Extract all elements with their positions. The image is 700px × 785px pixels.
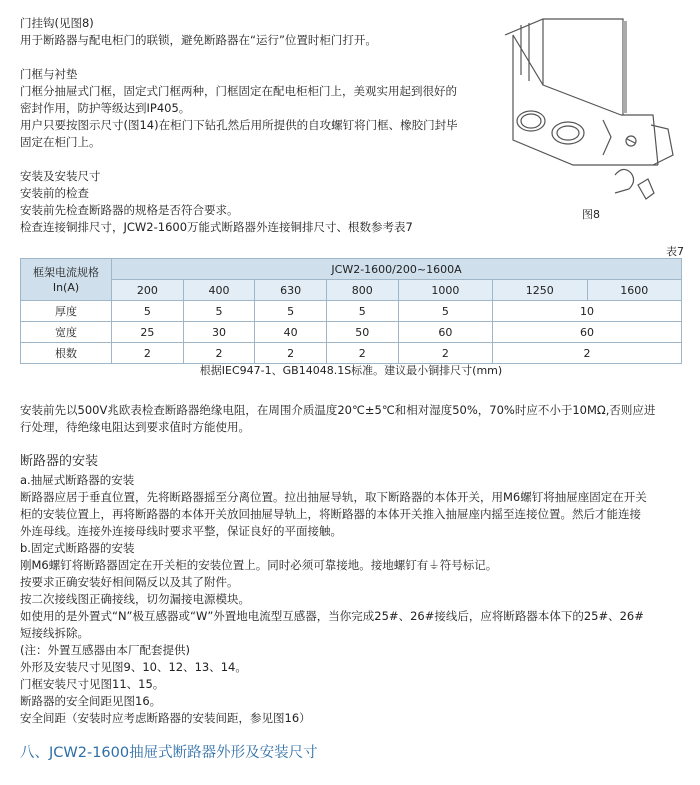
installation-line: 如使用的是外置式“N”极互感器或“W”外置地电流型互感器，当你完成25#、26#接线后，应将断路器本体下的25#、26# (20, 609, 644, 623)
table-cell: 40 (255, 322, 327, 343)
row-label: 厚度 (21, 301, 112, 322)
table-cell: 5 (183, 301, 255, 322)
installation-line: 断路器应居于垂直位置，先将断路器摇至分离位置。拉出抽屉导轨，取下断路器的本体开关，用M6螺钉将抽屉座固定在开关 (20, 490, 647, 504)
installation-line: 门框安装尺寸见图11、15。 (20, 677, 165, 691)
insulation-paragraph (20, 402, 690, 436)
column-header: 1600 (587, 280, 681, 301)
table-cell: 30 (183, 322, 255, 343)
table-cell: 2 (326, 343, 398, 364)
row-header-text: 框架电流规格In(A) (33, 265, 99, 294)
insulation-line: 安装前先以500V兆欧表检查断路器绝缘电阻，在周围介质温度20℃±5℃和相对湿度50%，70%时应不小于10MΩ,否则应进 (20, 403, 656, 417)
table-cell: 2 (255, 343, 327, 364)
table-cell: 2 (112, 343, 184, 364)
table-caption: 表7 (666, 245, 684, 258)
table-cell: 60 (493, 322, 682, 343)
row-label: 根数 (21, 343, 112, 364)
installation-line: 刚M6螺钉将断路器固定在开关柜的安装位置上。同时必须可靠接地。接地螺钉有⏚符号标记。 (20, 558, 498, 572)
installation-line: 柜的安装位置上，再将断路器的本体开关放回抽屉导轨上，将断路器的本体开关推入抽屉座内摇至连接位置。然后才能连接 (20, 507, 641, 521)
installation-line: 外连母线。连接外连接母线时要求平整，保证良好的平面接触。 (20, 524, 342, 538)
table-row (21, 322, 682, 343)
intro-line: 用户只要按图示尺寸(图14)在柜门下钻孔然后用所提供的自攻螺钉将门框、橡胶门封毕 (20, 118, 458, 132)
installation-line: a.抽屉式断路器的安装 (20, 473, 135, 487)
table-cell: 2 (398, 343, 492, 364)
table-row (21, 343, 682, 364)
intro-text (20, 15, 500, 236)
table-row (21, 301, 682, 322)
figure-caption: 图8 (582, 208, 600, 221)
intro-line: 安装前先检查断路器的规格是否符合要求。 (20, 203, 239, 217)
installation-line: 断路器的安全间距见图16。 (20, 694, 162, 708)
table-note: 根据IEC947-1、GB14048.1S标准。建议最小铜排尺寸(mm) (199, 364, 503, 377)
group-header: JCW2-1600/200~1600A (112, 259, 682, 280)
intro-line (20, 49, 500, 66)
insulation-line: 行处理，待绝缘电阻达到要求值时方能使用。 (20, 420, 250, 434)
installation-line: 外形及安装尺寸见图9、10、12、13、14。 (20, 660, 247, 674)
installation-line: (注：外置互感器由本厂配套提供) (20, 643, 190, 657)
table-cell: 10 (493, 301, 682, 322)
intro-line: 门框与衬垫 (20, 67, 78, 81)
table-cell: 5 (112, 301, 184, 322)
intro-line: 固定在柜门上。 (20, 135, 101, 149)
table-cell: 5 (326, 301, 398, 322)
door-hook-diagram-icon (503, 15, 683, 205)
column-header: 1000 (398, 280, 492, 301)
table-cell: 60 (398, 322, 492, 343)
installation-heading: 断路器的安装 (20, 454, 99, 469)
row-label: 宽度 (21, 322, 112, 343)
intro-line: 门挂钩(见图8) (20, 16, 94, 30)
table-cell: 2 (183, 343, 255, 364)
column-header: 400 (183, 280, 255, 301)
intro-line: 安装及安装尺寸 (20, 169, 101, 183)
column-header: 200 (112, 280, 184, 301)
intro-line: 安装前的检查 (20, 186, 89, 200)
table-cell: 50 (326, 322, 398, 343)
installation-line: b.固定式断路器的安装 (20, 541, 135, 555)
column-header: 1250 (493, 280, 587, 301)
table-cell: 5 (255, 301, 327, 322)
installation-line: 安全间距（安装时应考虑断路器的安装间距，参见图16） (20, 711, 311, 725)
table-cell: 5 (398, 301, 492, 322)
installation-line: 按二次接线图正确接线，切勿漏接电源模块。 (20, 592, 250, 606)
installation-line: 短接线拆除。 (20, 626, 89, 640)
table-cell: 2 (493, 343, 682, 364)
intro-line: 密封作用，防护等级达到IP405。 (20, 101, 191, 115)
row-header (21, 259, 112, 301)
column-header: 800 (326, 280, 398, 301)
intro-line: 检查连接铜排尺寸，JCW2-1600万能式断路器外连接铜排尺寸、根数参考表7 (20, 220, 413, 234)
copper-bar-table (20, 258, 682, 364)
intro-line: 用于断路器与配电柜门的联锁，避免断路器在“运行”位置时柜门打开。 (20, 33, 377, 47)
table-cell: 25 (112, 322, 184, 343)
section-title: 八、JCW2-1600抽屉式断路器外形及安装尺寸 (20, 745, 318, 761)
intro-line (20, 151, 500, 168)
intro-line: 门框分抽屉式门框，固定式门框两种，门框固定在配电柜柜门上，美观实用起到很好的 (20, 84, 457, 98)
installation-text (20, 472, 690, 727)
installation-line: 按要求正确安装好相间隔反以及其了附件。 (20, 575, 239, 589)
column-header: 630 (255, 280, 327, 301)
